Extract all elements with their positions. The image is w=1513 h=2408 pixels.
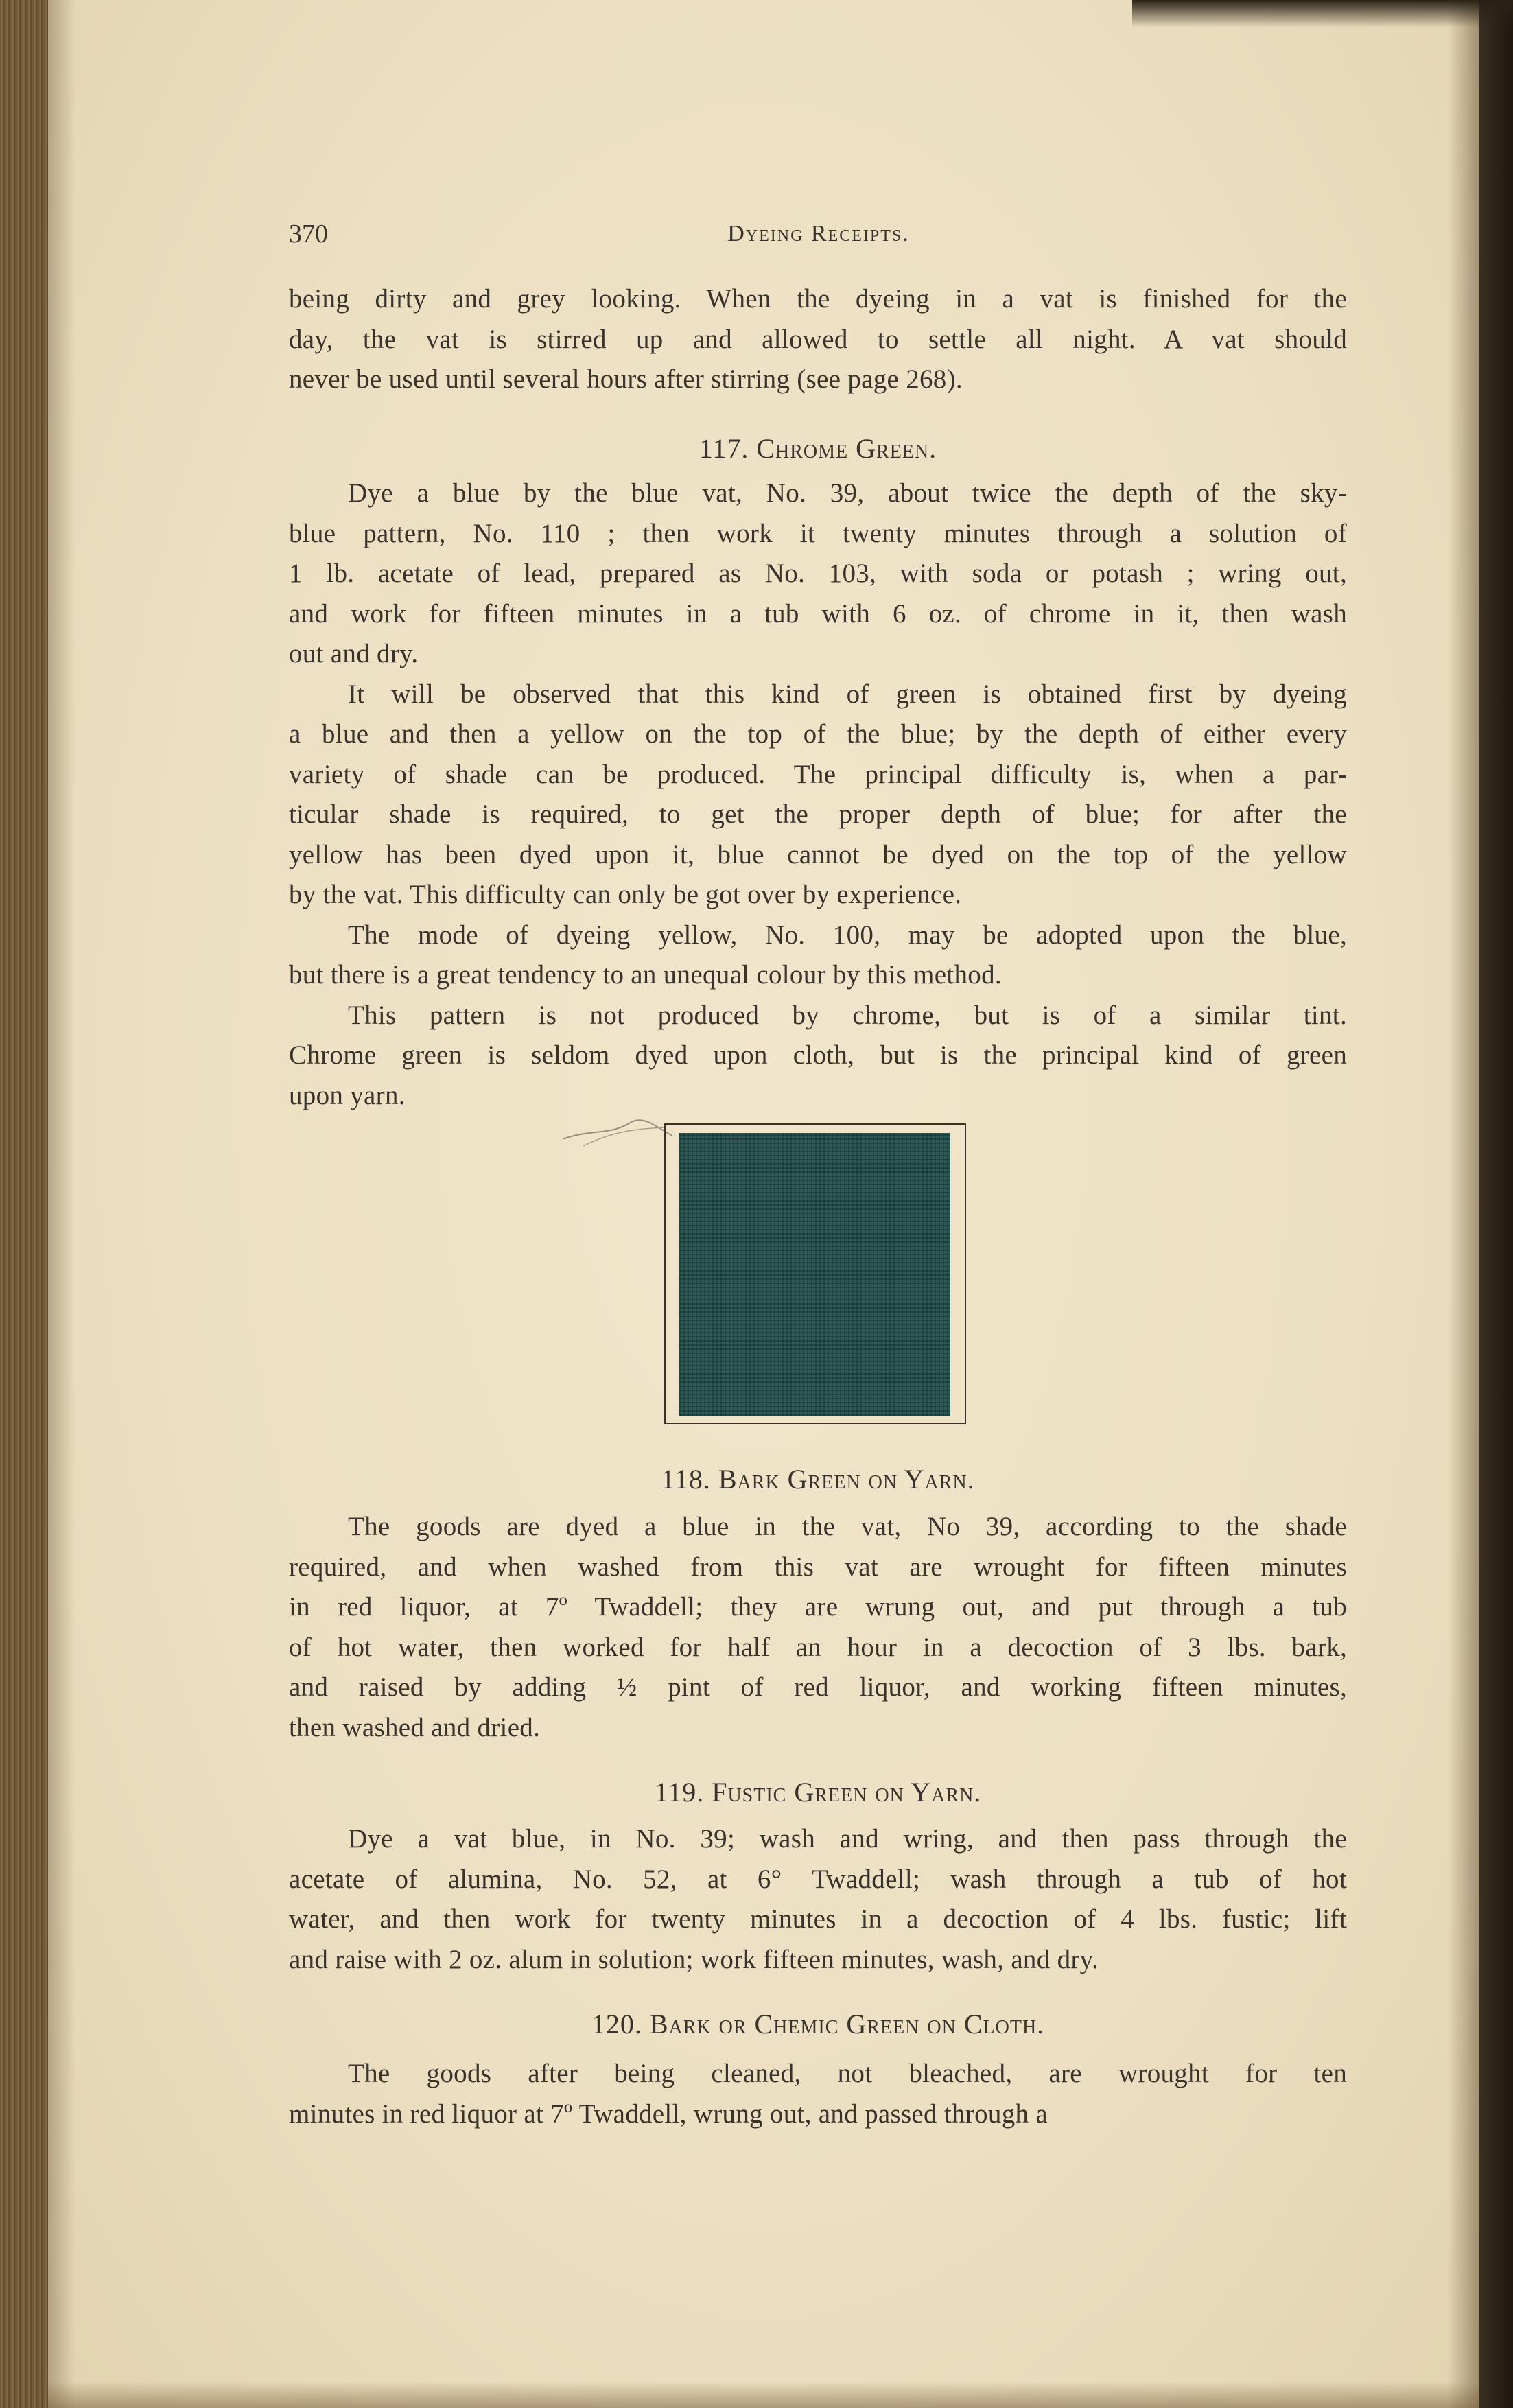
gutter-shadow [48, 0, 75, 2408]
text-line: day, the vat is stirred up and allowed to settle all night. A vat should [289, 324, 1347, 354]
text-line: and work for fifteen minutes in a tub with 6 oz. of chrome in it, then wash [289, 598, 1347, 629]
section-117-text [289, 474, 1347, 1116]
text-line: This pattern is not produced by chrome, but is of a similar tint. [348, 1000, 1347, 1030]
book-bottom-edge [48, 2381, 1479, 2408]
text-line: Dye a blue by the blue vat, No. 39, about twice the depth of the sky- [348, 478, 1347, 508]
text-line: being dirty and grey looking. When the dyeing in a vat is finished for the [289, 284, 1347, 314]
text-line: yellow has been dyed upon it, blue cannot be dyed on the top of the yellow [289, 839, 1347, 869]
text-line: variety of shade can be produced. The principal difficulty is, when a par- [289, 759, 1347, 789]
text-line: minutes in red liquor at 7º Twaddell, wrung out, and passed through a [289, 2099, 1048, 2129]
text-line: required, and when washed from this vat are wrought for fifteen minutes [289, 1552, 1347, 1582]
running-title: Dyeing Receipts. [727, 221, 910, 246]
text-line: 1 lb. acetate of lead, prepared as No. 103, with soda or potash ; wring out, [289, 559, 1347, 588]
section-118-text [289, 1507, 1347, 1748]
book-top-edge [1132, 0, 1513, 27]
text-line: The mode of dyeing yellow, No. 100, may be adopted upon the blue, [348, 920, 1347, 950]
text-line: of hot water, then worked for half an hour in a decoction of 3 lbs. bark, [289, 1632, 1347, 1662]
text-line: a blue and then a yellow on the top of the blue; by the depth of either every [289, 719, 1347, 749]
text-line: ticular shade is required, to get the proper depth of blue; for after the [289, 799, 1347, 829]
intro-text [289, 279, 1347, 400]
text-line: upon yarn. [289, 1080, 406, 1110]
heading-119: 119. Fustic Green on Yarn. [654, 1777, 982, 1808]
fabric-swatch [679, 1133, 950, 1416]
text-line: then washed and dried. [289, 1712, 541, 1742]
book-page-edges-left [0, 0, 55, 2408]
text-line: out and dry. [289, 639, 419, 668]
text-line: and raise with 2 oz. alum in solution; work fifteen minutes, wash, and dry. [289, 1944, 1099, 1974]
text-line: in red liquor, at 7º Twaddell; they are wrung out, and put through a tub [289, 1592, 1347, 1622]
text-line: by the vat. This difficulty can only be got over by experience. [289, 880, 962, 909]
heading-117: 117. Chrome Green. [699, 433, 937, 464]
page-edge-shadow [1448, 0, 1479, 2408]
text-line: blue pattern, No. 110 ; then work it twenty minutes through a solution of [289, 518, 1347, 548]
page-number: 370 [289, 220, 328, 248]
text-line: Dye a vat blue, in No. 39; wash and wring, and then pass through the [348, 1824, 1347, 1854]
text-line: water, and then work for twenty minutes in a decoction of 4 lbs. fustic; lift [289, 1904, 1347, 1934]
book-page-edges-right [1479, 0, 1513, 2408]
text-line: The goods are dyed a blue in the vat, No 39, according to the shade [348, 1512, 1347, 1541]
heading-120: 120. Bark or Chemic Green on Cloth. [591, 2009, 1045, 2039]
heading-118: 118. Bark Green on Yarn. [661, 1464, 975, 1495]
section-120-text [289, 2054, 1347, 2134]
text-line: but there is a great tendency to an unequal colour by this method. [289, 960, 1002, 990]
text-line: acetate of alumina, No. 52, at 6° Twaddell; wash through a tub of hot [289, 1864, 1347, 1894]
text-line: never be used until several hours after stirring (see page 268). [289, 364, 963, 394]
text-line: and raised by adding ½ pint of red liquor, and working fifteen minutes, [289, 1672, 1347, 1702]
section-119-text [289, 1819, 1347, 1980]
text-line: It will be observed that this kind of green is obtained first by dyeing [348, 679, 1347, 709]
text-line: The goods after being cleaned, not bleached, are wrought for ten [348, 2059, 1347, 2088]
swatch-frame [664, 1123, 966, 1424]
loose-thread [563, 1108, 672, 1149]
text-line: Chrome green is seldom dyed upon cloth, but is the principal kind of green [289, 1040, 1347, 1070]
